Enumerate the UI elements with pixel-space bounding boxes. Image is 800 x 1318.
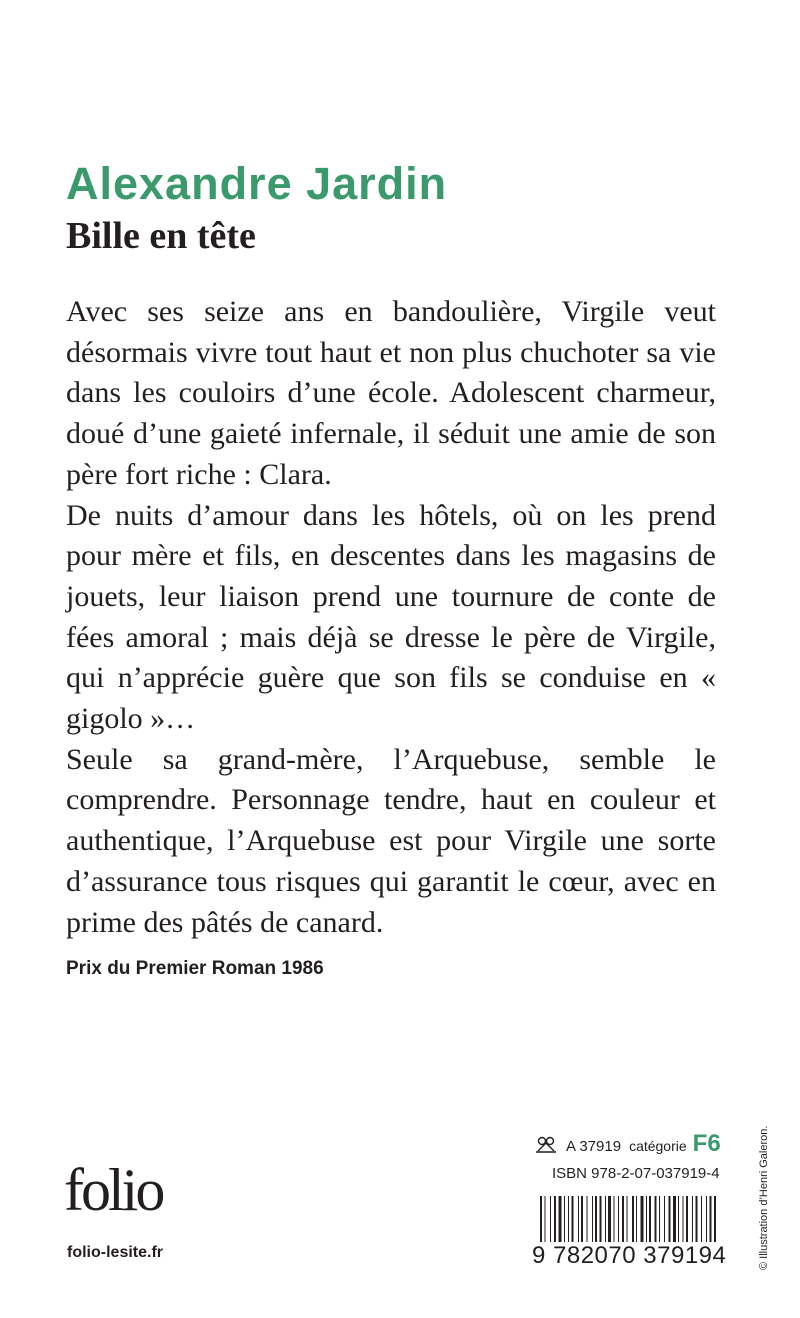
category-label: catégorie	[629, 1138, 687, 1154]
gallimard-mark-icon	[534, 1135, 558, 1153]
folio-site-link[interactable]: folio-lesite.fr	[67, 1244, 164, 1261]
catalog-row	[534, 1130, 721, 1158]
category-code: F6	[692, 1130, 721, 1157]
illustration-credit: © Illustration d’Henri Galeron.	[758, 1125, 770, 1270]
isbn: ISBN 978-2-07-037919-4	[552, 1165, 720, 1182]
book-title: Bille en tête	[66, 215, 256, 257]
blurb-paragraph-1: Avec ses seize ans en bandoulière, Virgile veut désormais vivre tout haut et non plus chuchoter sa vie dans les couloirs d’une école. Adolescent charmeur, doué d’une gaieté infernale, il séduit une amie de son père fort riche : Clara.	[66, 295, 716, 491]
blurb-paragraph-3: Seule sa grand-mère, l’Arquebuse, semble le comprendre. Personnage tendre, haut en couleur et authentique, l’Arquebuse est pour Virgile une sorte d’assurance tous risques qui garantit le cœur, avec en prime des pâtés de canard.	[66, 742, 716, 939]
author-name: Alexandre Jardin	[66, 158, 448, 209]
barcode-digits: 9 782070 379194	[532, 1242, 727, 1269]
blurb-paragraph-2: De nuits d’amour dans les hôtels, où on les prend pour mère et fils, en descentes dans les magasins de jouets, leur liaison prend une tournure de conte de fées amoral ; mais déjà se dresse le père de Virgile, qui n’apprécie guère que son fils se conduise en « gigolo »…	[66, 498, 716, 736]
folio-logo: folio	[64, 1157, 163, 1223]
catalog-reference: A 37919	[566, 1138, 622, 1155]
blurb	[66, 292, 716, 943]
prize-line: Prix du Premier Roman 1986	[66, 958, 324, 979]
